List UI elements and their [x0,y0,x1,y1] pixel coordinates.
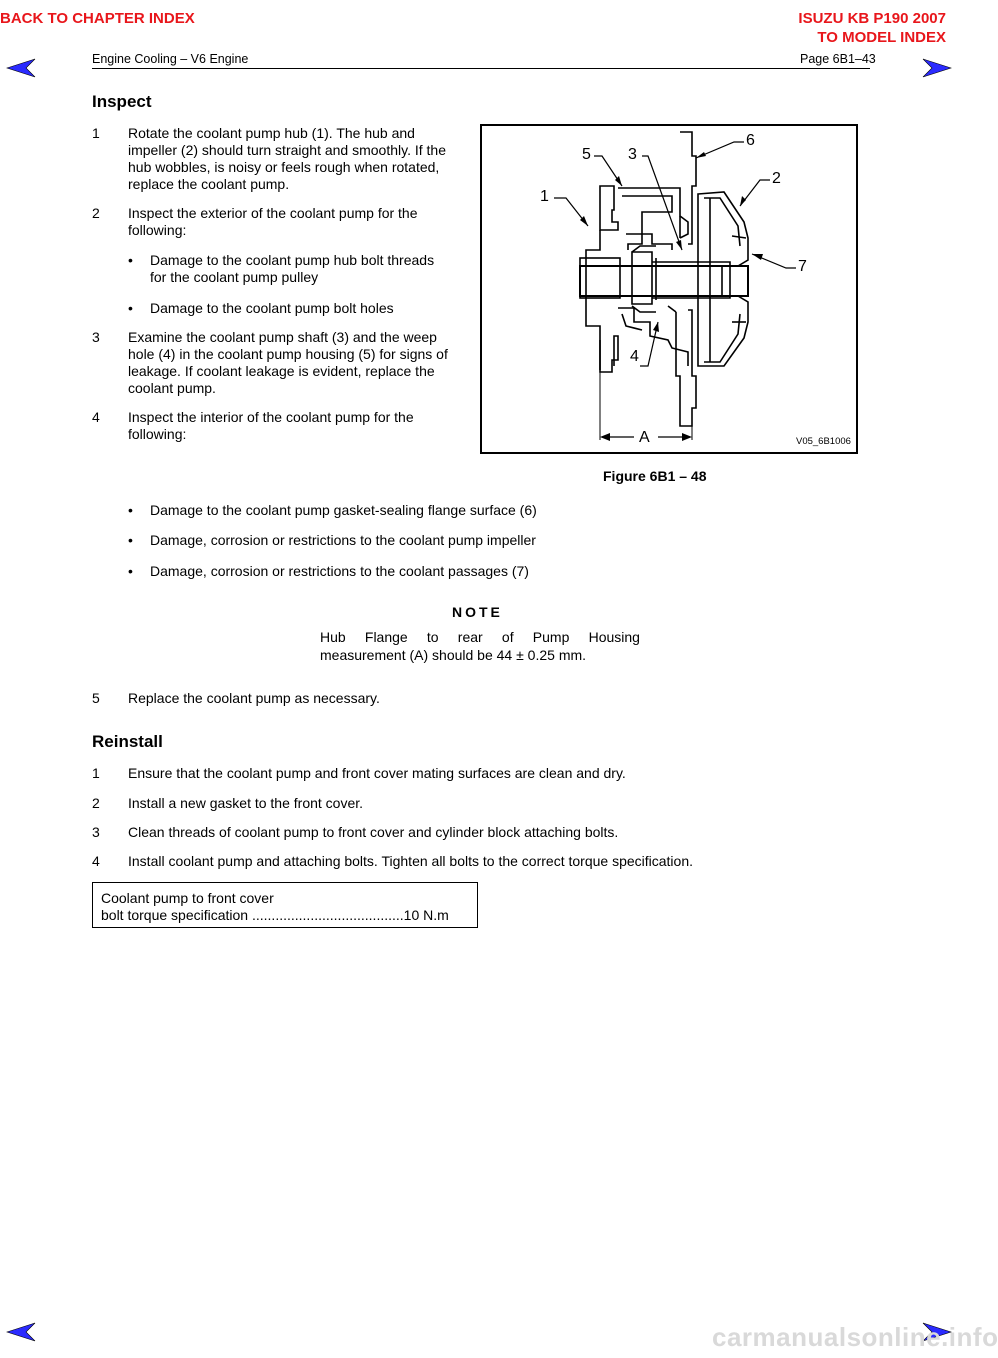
reinstall-step-4: Install coolant pump and attaching bolts. Tighten all bolts to the correct torque specification. [128,853,693,869]
inspect-step-1: Rotate the coolant pump hub (1). The hub and impeller (2) should turn straight and smoothly. If the hub wobbles, is noisy or feels rough when rotated, replace the coolant pump. [128,125,447,192]
step-number: 1 [92,125,100,141]
inspect-step-4: Inspect the interior of the coolant pump for the following: [128,409,414,442]
step-2-bullet: Damage to the coolant pump hub bolt threads for the coolant pump pulley [150,252,435,285]
coolant-pump-diagram [482,126,856,452]
model-title-link[interactable]: ISUZU KB P190 2007 [798,10,946,27]
bullet-icon: • [128,563,133,579]
figure-code: V05_6B1006 [796,436,851,447]
step-2-bullet: Damage to the coolant pump bolt holes [150,300,394,316]
inspect-heading: Inspect [92,92,152,111]
callout-7: 7 [798,258,807,275]
step-number: 4 [92,409,100,425]
step-number: 1 [92,765,100,781]
note-line-1: Hub Flange to rear of Pump Housing [320,629,640,645]
next-page-arrow-icon[interactable] [922,58,952,78]
bullet-icon: • [128,502,133,518]
callout-5: 5 [582,146,591,163]
callout-1: 1 [540,188,549,205]
bullet-icon: • [128,252,133,268]
step-number: 2 [92,795,100,811]
step-number: 4 [92,853,100,869]
callout-4: 4 [630,348,639,365]
bullet-icon: • [128,300,133,316]
previous-page-bottom-arrow-icon[interactable] [6,1322,36,1342]
section-title: Engine Cooling – V6 Engine [92,52,249,66]
step-number: 3 [92,329,100,345]
note-line-2: measurement (A) should be 44 ± 0.25 mm. [320,647,587,663]
to-model-index-link[interactable]: TO MODEL INDEX [817,29,946,46]
figure-caption: Figure 6B1 – 48 [603,468,707,484]
note-title: NOTE [452,604,503,620]
reinstall-heading: Reinstall [92,732,163,751]
step-4-bullet: Damage, corrosion or restrictions to the coolant pump impeller [150,532,536,548]
inspect-step-3: Examine the coolant pump shaft (3) and the weep hole (4) in the coolant pump housing (5) for signs of leakage. If coolant leakage is evident, replace the coolant pump. [128,329,448,396]
page-number: Page 6B1–43 [800,52,876,66]
inspect-step-2: Inspect the exterior of the coolant pump for the following: [128,205,418,238]
step-4-bullet: Damage, corrosion or restrictions to the coolant passages (7) [150,563,529,579]
step-number: 2 [92,205,100,221]
spec-line-1: Coolant pump to front cover [101,890,274,906]
callout-2: 2 [772,170,781,187]
header-rule [92,68,870,69]
callout-a: A [639,429,650,446]
reinstall-step-1: Ensure that the coolant pump and front cover mating surfaces are clean and dry. [128,765,626,781]
bullet-icon: • [128,532,133,548]
watermark: carmanualsonline.info [712,1322,998,1352]
callout-6: 6 [746,132,755,149]
back-to-chapter-index-link[interactable]: BACK TO CHAPTER INDEX [0,10,195,27]
step-number: 5 [92,690,100,706]
spec-line-2: bolt torque specification .......................................10 N.m [101,907,449,923]
coolant-pump-figure [480,124,858,454]
inspect-step-5: Replace the coolant pump as necessary. [128,690,380,706]
callout-3: 3 [628,146,637,163]
previous-page-arrow-icon[interactable] [6,58,36,78]
step-number: 3 [92,824,100,840]
torque-specification-box [92,882,478,928]
step-4-bullet: Damage to the coolant pump gasket-sealing flange surface (6) [150,502,537,518]
reinstall-step-2: Install a new gasket to the front cover. [128,795,364,811]
reinstall-step-3: Clean threads of coolant pump to front cover and cylinder block attaching bolts. [128,824,619,840]
